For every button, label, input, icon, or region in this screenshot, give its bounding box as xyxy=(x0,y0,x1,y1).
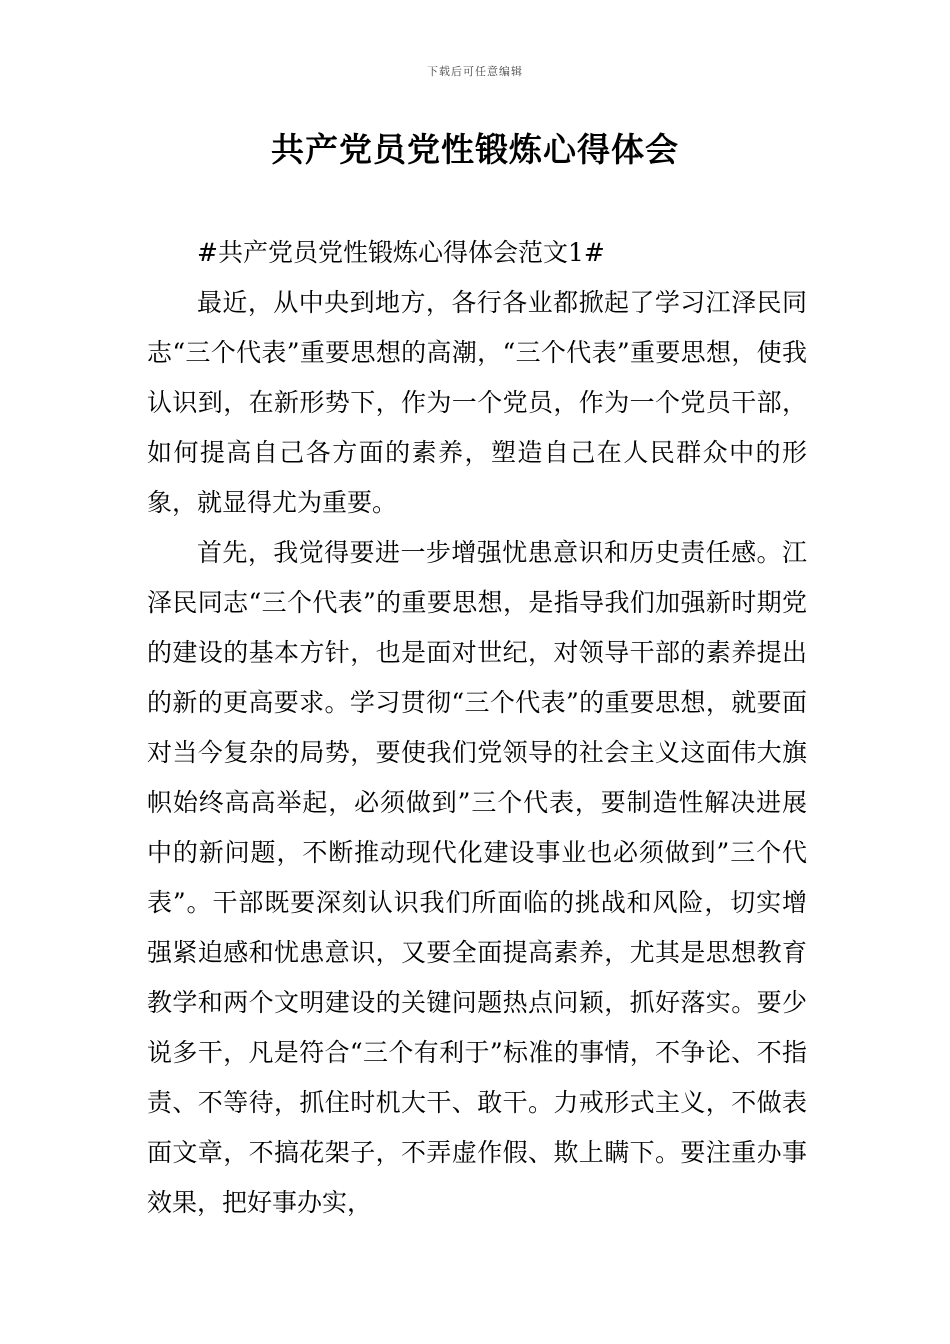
document-body xyxy=(147,228,807,1228)
subheading: #共产党员党性锻炼心得体会范文1# xyxy=(197,238,605,267)
document-title: 共产党员党性锻炼心得体会 xyxy=(271,130,679,169)
paragraph-2: 首先，我觉得要进一步增强忧患意识和历史责任感。江泽民同志“三个代表”的重要思想，是指导我们加强新时期党的建设的基本方针，也是面对世纪，对领导干部的素养提出的新的更高要求。学习贯彻“三个代表”的重要思想，就要面对当今复杂的局势，要使我们党领导的社会主义这面伟大旗帜始终高高举起，必须做到”三个代表，要制造性解决进展中的新问题，不断推动现代化建设事业也必须做到”三个代表”。干部既要深刻认识我们所面临的挑战和风险，切实增强紧迫感和忧患意识，又要全面提高素养，尤其是思想教育教学和两个文明建设的关键问题热点问颖，抓好落实。要少说多干，凡是符合“三个有利于”标准的事情，不争论、不指责、不等待，抓住时机大干、敢干。力戒形式主义，不做表面文章，不搞花架子，不弄虚作假、欺上瞒下。要注重办事效果，把好事办实， xyxy=(147,538,807,1217)
header-note: 下载后可任意编辑 xyxy=(427,65,523,78)
paragraph-1: 最近，从中央到地方，各行各业都掀起了学习江泽民同志“三个代表”重要思想的高潮，“三个代表”重要思想，使我认识到，在新形势下，作为一个党员，作为一个党员干部，如何提高自己各方面的素养，塑造自己在人民群众中的形象，就显得尤为重要。 xyxy=(147,288,807,517)
